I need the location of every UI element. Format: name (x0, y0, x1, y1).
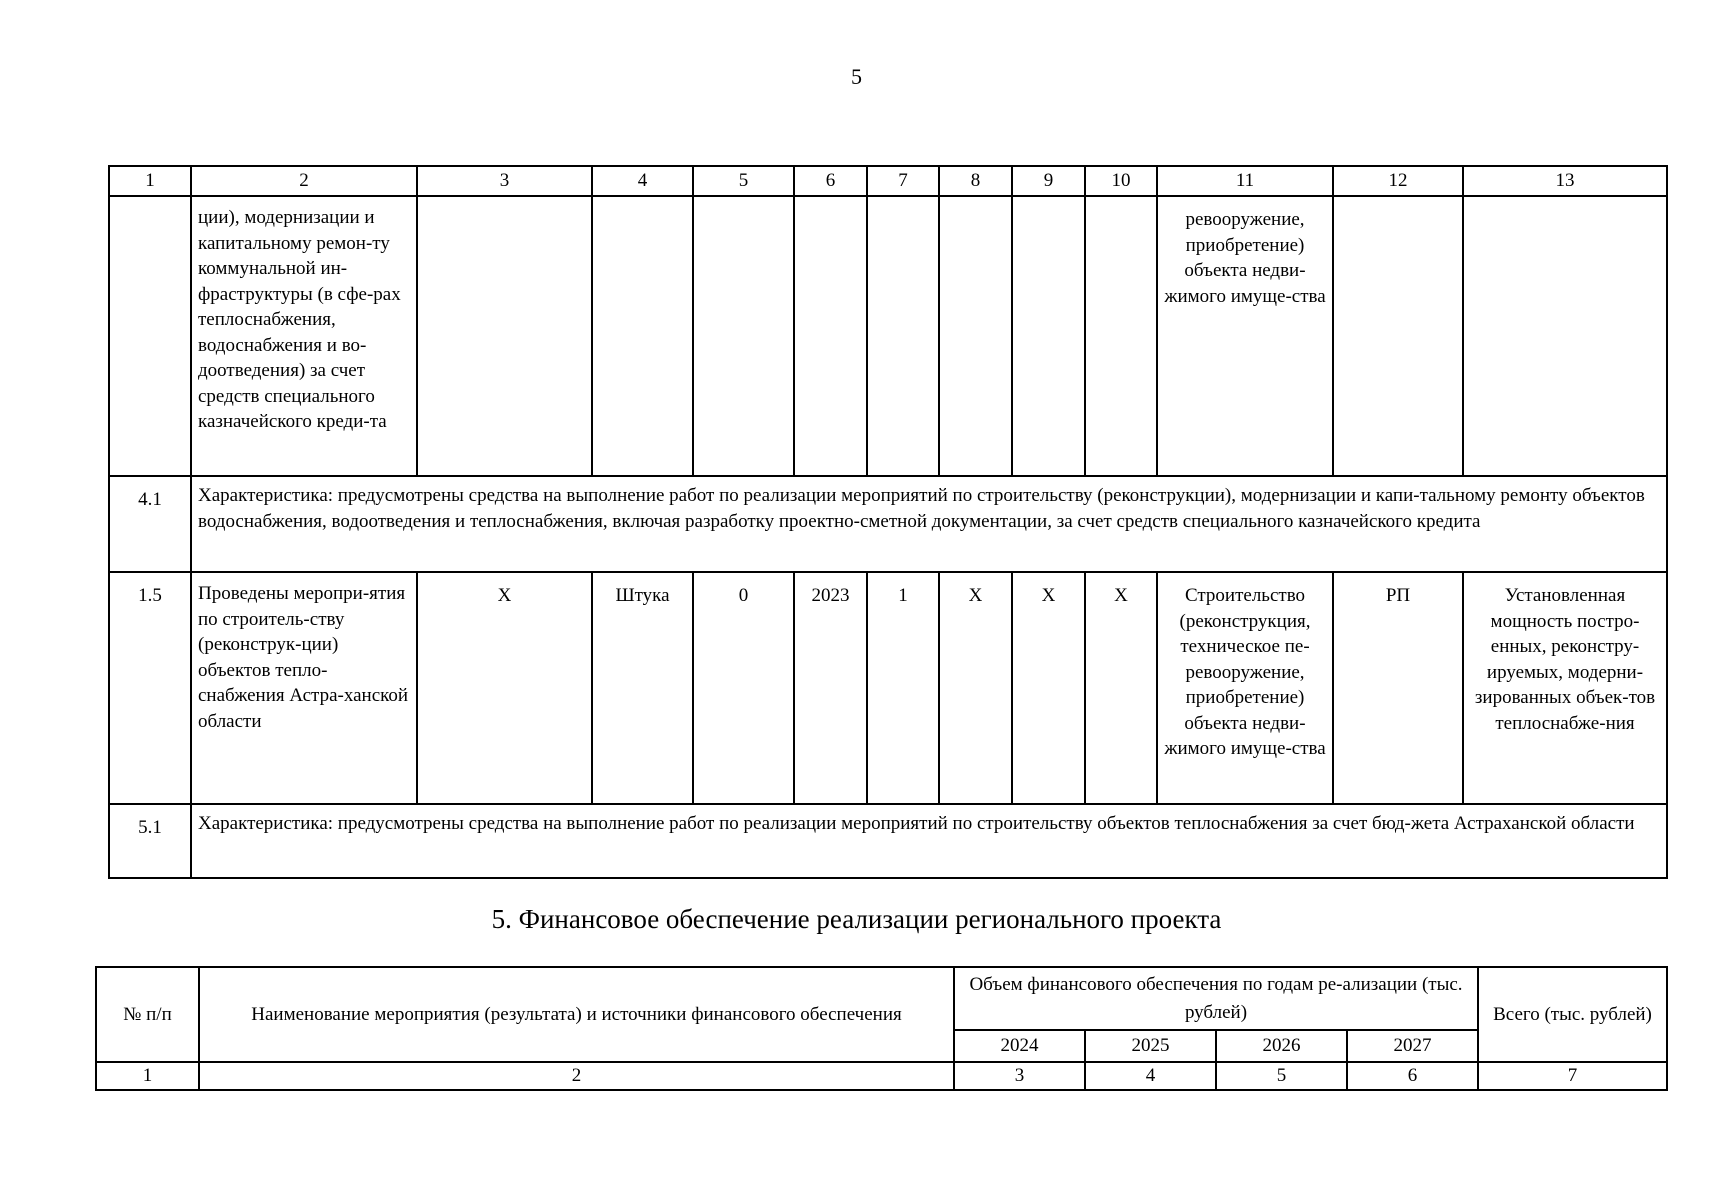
column-number: 6 (1347, 1062, 1478, 1090)
characteristic-cell: Установленная мощность постро-енных, реконстру-ируемых, модерни-зированных объек-тов теплоснабже-ния (1463, 572, 1667, 804)
column-number: 7 (867, 166, 939, 196)
column-number: 9 (1012, 166, 1085, 196)
column-number: 2 (191, 166, 417, 196)
table-cell: Х (1085, 572, 1157, 804)
column-number: 1 (109, 166, 191, 196)
object-type-continuation: ревооружение, приобретение) объекта недви-жимого имуще-ства (1157, 196, 1333, 476)
result-name: Проведены меропри-ятия по строитель-ству (реконструк-ции) объектов тепло-снабжения Астра-ханской области (191, 572, 417, 804)
column-number: 4 (1085, 1062, 1216, 1090)
empty-cell (417, 196, 592, 476)
empty-cell (794, 196, 867, 476)
object-type-cell: Строительство (реконструкция, техническое пе-ревооружение, приобретение) объекта недви-жимого имуще-ства (1157, 572, 1333, 804)
section-title: 5. Финансовое обеспечение реализации регионального проекта (491, 904, 1222, 934)
column-number: 2 (199, 1062, 954, 1090)
table-cell: Х (417, 572, 592, 804)
empty-cell (1463, 196, 1667, 476)
column-number: 5 (1216, 1062, 1347, 1090)
empty-cell (867, 196, 939, 476)
column-numbers-row (109, 166, 1667, 196)
column-number: 7 (1478, 1062, 1667, 1090)
empty-cell (1085, 196, 1157, 476)
result-row (109, 572, 1667, 804)
empty-cell (592, 196, 693, 476)
column-number: 11 (1157, 166, 1333, 196)
row-number: 4.1 (109, 476, 191, 572)
table-row (109, 196, 1667, 476)
column-number: 4 (592, 166, 693, 196)
year-cell: 2023 (794, 572, 867, 804)
empty-cell (693, 196, 794, 476)
row-number: 5.1 (109, 804, 191, 878)
column-number: 3 (954, 1062, 1085, 1090)
year-header: 2026 (1216, 1030, 1347, 1062)
volume-header: Объем финансового обеспечения по годам ре-ализации (тыс. рублей) (954, 967, 1478, 1030)
empty-cell (109, 196, 191, 476)
characteristic-text: Характеристика: предусмотрены средства на выполнение работ по реализации мероприятий по строительству (реконструкции), модернизации и капи-тальному ремонту объектов водоснабжения, водоотведения и теплоснабжения, включая разработку проектно-сметной документации, за счет средств специального казначейского кредита (191, 476, 1667, 572)
unit-cell: Штука (592, 572, 693, 804)
results-table (108, 165, 1668, 879)
column-number: 13 (1463, 166, 1667, 196)
name-header: Наименование мероприятия (результата) и источники финансового обеспечения (199, 967, 954, 1062)
characteristic-text: Характеристика: предусмотрены средства на выполнение работ по реализации мероприятий по строительству объектов теплоснабжения за счет бюд-жета Астраханской области (191, 804, 1667, 878)
row-number: 1.5 (109, 572, 191, 804)
finance-table (95, 966, 1668, 1091)
base-value-cell: 0 (693, 572, 794, 804)
column-number: 5 (693, 166, 794, 196)
column-number: 1 (96, 1062, 199, 1090)
table-cell: Х (939, 572, 1012, 804)
year-header: 2024 (954, 1030, 1085, 1062)
empty-cell (1333, 196, 1463, 476)
value-cell: 1 (867, 572, 939, 804)
num-header: № п/п (96, 967, 199, 1062)
empty-cell (939, 196, 1012, 476)
level-cell: РП (1333, 572, 1463, 804)
empty-cell (1012, 196, 1085, 476)
column-numbers-row (96, 1062, 1667, 1090)
characteristic-row (109, 476, 1667, 572)
column-number: 3 (417, 166, 592, 196)
event-name-continuation: ции), модернизации и капитальному ремон-ту коммунальной ин-фраструктуры (в сфе-рах теплоснабжения, водоснабжения и во-доотведения) за счет средств специального казначейского креди-та (191, 196, 417, 476)
characteristic-row (109, 804, 1667, 878)
table-cell: Х (1012, 572, 1085, 804)
total-header: Всего (тыс. рублей) (1478, 967, 1667, 1062)
page-number: 5 (851, 64, 862, 89)
year-header: 2025 (1085, 1030, 1216, 1062)
column-number: 10 (1085, 166, 1157, 196)
column-number: 12 (1333, 166, 1463, 196)
year-header: 2027 (1347, 1030, 1478, 1062)
header-row (96, 967, 1667, 1030)
column-number: 8 (939, 166, 1012, 196)
column-number: 6 (794, 166, 867, 196)
